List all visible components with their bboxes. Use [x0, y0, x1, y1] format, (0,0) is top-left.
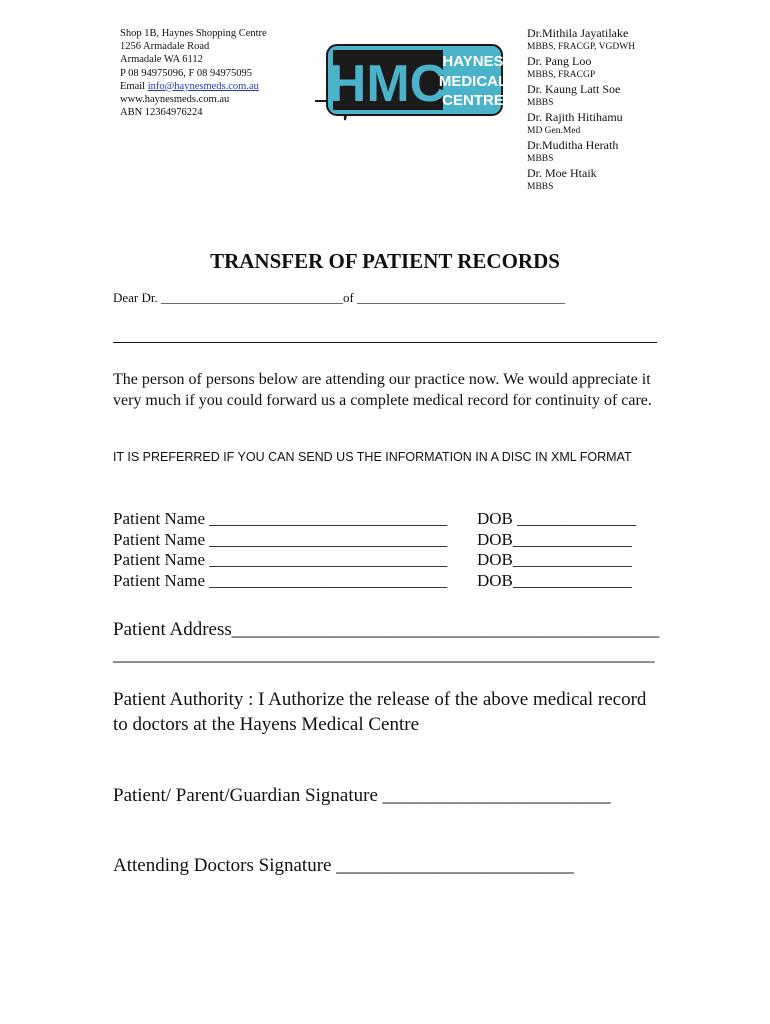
practice-address — [120, 27, 267, 119]
patient-name-field[interactable]: Patient Name ____________________________ — [113, 550, 448, 569]
doctor-list — [527, 26, 635, 194]
doctor-qualifications: MBBS, FRACGP, VGDWH — [527, 42, 636, 52]
doctor-name: Dr. Kaung Latt Soe — [527, 82, 621, 96]
patient-authority-statement: Patient Authority : I Authorize the release of the above medical record to doctors at the Hayens Medical Centre — [113, 689, 647, 735]
email-line — [120, 80, 267, 93]
address-line: Shop 1B, Haynes Shopping Centre — [120, 28, 267, 39]
patient-dob-field[interactable]: DOB______________ — [477, 570, 632, 590]
patient-address-field[interactable]: Patient Address_____________________________________________ — [113, 619, 660, 640]
doctor-qualifications: MD Gen.Med — [527, 126, 581, 136]
email-prefix: Email — [120, 80, 148, 92]
doctor-name: Dr.Muditha Herath — [527, 138, 619, 152]
patient-name-field[interactable]: Patient Name ____________________________ — [113, 570, 448, 590]
patient-row — [113, 550, 673, 571]
patient-name-field[interactable]: Patient Name ____________________________ — [113, 529, 448, 549]
patient-list — [113, 509, 673, 593]
preferred-format-note: IT IS PREFERRED IF YOU CAN SEND US THE INFORMATION IN A DISC IN XML FORMAT — [113, 450, 632, 464]
patient-address-line-2[interactable]: _________________________________________________________ — [113, 644, 655, 665]
patient-row — [113, 509, 673, 530]
doctor-qualifications: MBBS — [527, 98, 554, 108]
patient-dob-field[interactable]: DOB ______________ — [477, 509, 637, 528]
address-line: 1256 Armadale Road — [120, 41, 210, 53]
logo-word: HAYNES — [442, 53, 504, 70]
patient-row — [113, 530, 673, 551]
phone-fax-line: P 08 94975096, F 08 94975095 — [120, 67, 253, 79]
doctor-qualifications: MBBS, FRACGP — [527, 70, 596, 80]
doctor-name: Dr. Pang Loo — [527, 54, 592, 68]
doctor-name: Dr. Rajith Hitihamu — [527, 110, 623, 124]
patient-name-field[interactable]: Patient Name ____________________________ — [113, 509, 448, 528]
patient-row — [113, 571, 673, 592]
website-line: www.haynesmeds.com.au — [120, 94, 230, 106]
doctor-qualifications: MBBS — [527, 182, 554, 192]
intro-paragraph: The person of persons below are attending our practice now. We would appreciate it very much if you could forward us a complete medical record for continuity of care. — [113, 371, 652, 409]
logo-word: MEDICAL — [438, 73, 508, 90]
hmc-logo — [315, 42, 510, 122]
parent-guardian-signature-field[interactable]: Patient/ Parent/Guardian Signature ________________________ — [113, 785, 611, 806]
attending-doctor-signature-field[interactable]: Attending Doctors Signature _________________________ — [113, 855, 574, 876]
blank-rule — [113, 342, 657, 343]
logo-letters: HMC — [328, 55, 448, 113]
dear-doctor-line[interactable]: Dear Dr. ____________________________of ________________________________ — [113, 290, 566, 305]
doctor-name: Dr.Mithila Jayatilake — [527, 26, 629, 40]
patient-dob-field[interactable]: DOB______________ — [477, 550, 632, 569]
address-line: Armadale WA 6112 — [120, 54, 203, 66]
doctor-qualifications: MBBS — [527, 154, 554, 164]
email-link[interactable]: info@haynesmeds.com.au — [147, 80, 259, 92]
logo-word: CENTRE — [442, 92, 504, 109]
patient-dob-field[interactable]: DOB______________ — [477, 529, 632, 549]
document-title: TRANSFER OF PATIENT RECORDS — [210, 249, 560, 273]
abn-line: ABN 12364976224 — [120, 107, 203, 119]
doctor-name: Dr. Moe Htaik — [527, 166, 597, 180]
